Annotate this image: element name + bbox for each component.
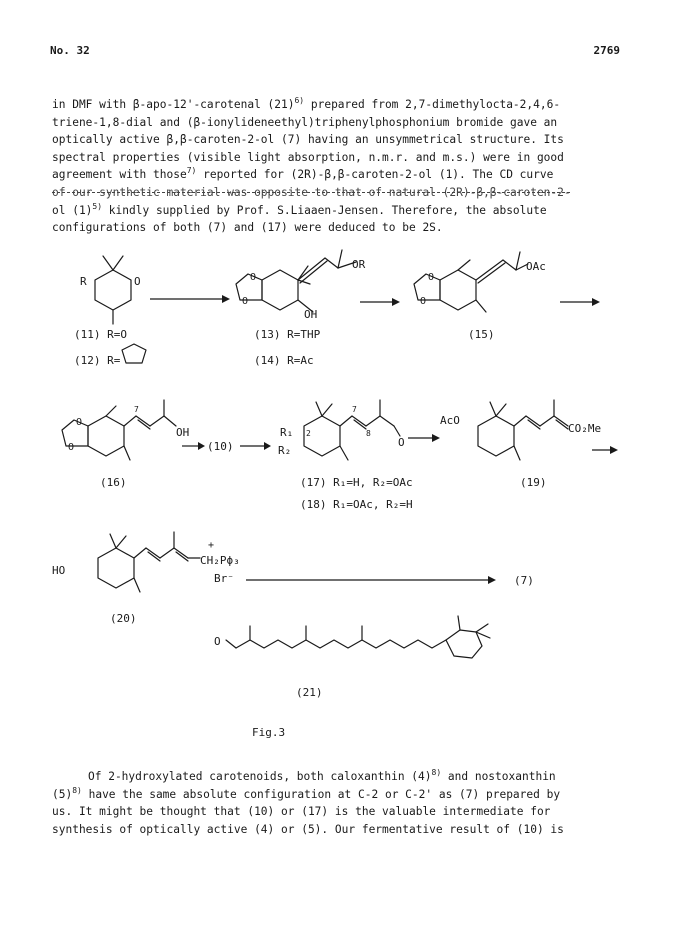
structure-19: [478, 400, 568, 460]
arrow-head: [610, 446, 618, 454]
compound-14-label: (14) R=Ac: [254, 354, 314, 367]
label-R: R: [80, 275, 87, 288]
arrow-head: [592, 298, 600, 306]
figure-caption: Fig.3: [252, 726, 286, 739]
label-OH: OH: [176, 426, 190, 439]
text-line: optically active β,β-caroten-2-ol (7) having an unsymmetrical structure. Its: [52, 133, 564, 147]
label-n7: 7: [352, 405, 357, 414]
text-line: in DMF with β-apo-12'-carotenal $(21)^{6)}$ prepared from 2,7-dimethylocta-2,4,6-: [52, 96, 561, 111]
paragraph-top: [52, 96, 632, 237]
arrow-head: [392, 298, 400, 306]
label-AcO: AcO: [440, 414, 460, 427]
paragraph-bottom: [52, 768, 632, 838]
label-CO2Me: CO₂Me: [568, 422, 602, 435]
structure-11: [95, 256, 131, 324]
text-line: Of 2-hydroxylated carotenoids, both caloxanthin $(4)^{8)}$ and nostoxanthin: [88, 768, 556, 783]
arrow-head: [222, 295, 230, 303]
structure-16: [62, 400, 176, 460]
label-OR: OR: [352, 258, 366, 271]
compound-18-label: (18) R₁=OAc, R₂=H: [300, 498, 413, 511]
text-line: agreement with those$^{7)}$ reported for (2R)-β,β-caroten-2-ol (1). The CD curve: [52, 166, 554, 182]
label-R2: R₂: [278, 444, 292, 457]
compound-17-label: (17) R₁=H, R₂=OAc: [300, 476, 413, 489]
arrow-head: [432, 434, 440, 442]
reagent-10-label: (10): [207, 440, 234, 453]
compound-11-label: (11) R=O: [74, 328, 127, 341]
label-CH2P: CH₂Pϕ₃: [200, 554, 240, 567]
label-HO: HO: [52, 564, 66, 577]
label-n8: 8: [366, 429, 371, 438]
compound-19-label: (19): [520, 476, 547, 489]
text-line: configurations of both (7) and (17) were deduced to be 2S.: [52, 221, 443, 235]
label-O: O: [428, 272, 435, 283]
compound-12-label: (12) R=: [74, 354, 121, 367]
reaction-scheme: [0, 240, 680, 760]
structure-20: [98, 532, 200, 592]
label-O: O: [134, 275, 141, 288]
arrow-head: [488, 576, 496, 584]
label-O: O: [420, 296, 427, 307]
arrow-head: [198, 442, 205, 450]
label-OAc: OAc: [526, 260, 546, 273]
text-line: spectral properties (visible light absorption, n.m.r. and m.s.) were in good: [52, 150, 564, 164]
target-7-label: (7): [514, 574, 534, 587]
label-O: O: [76, 417, 83, 428]
compound-20-label: (20): [110, 612, 137, 625]
label-O: O: [250, 272, 257, 283]
label-O: O: [398, 436, 405, 449]
journal-issue: No. 32: [50, 44, 90, 57]
text-line: us. It might be thought that (10) or (17) is the valuable intermediate for: [52, 805, 551, 819]
label-n7: 7: [134, 405, 139, 414]
compound-16-label: (16): [100, 476, 127, 489]
compound-13-label: (13) R=THP: [254, 328, 321, 341]
page-number: 2769: [593, 44, 620, 57]
arrow-head: [264, 442, 271, 450]
compound-21-label: (21): [296, 686, 323, 699]
label-O: O: [68, 442, 75, 453]
compound-15-label: (15): [468, 328, 495, 341]
label-O: O: [242, 296, 249, 307]
text-line: $(5)^{8)}$ have the same absolute configuration at C-2 or C-2' as (7) prepared by: [52, 785, 561, 801]
structure-21: [226, 616, 490, 658]
label-R1: R₁: [280, 426, 294, 439]
label-n2: 2: [306, 429, 311, 438]
label-Br: Br⁻: [214, 572, 234, 585]
label-OH: OH: [304, 308, 318, 321]
dioxolane-ring: [122, 344, 146, 363]
text-line: triene-1,8-dial and (β-ionylideneethyl)triphenylphosphonium bromide gave an: [52, 115, 558, 129]
text-line: synthesis of optically active (4) or (5). Our fermentative result of (10) is: [52, 822, 564, 836]
text-line: of our synthetic material was opposite to that of natural (2R)-β,β-caroten-2-: [52, 185, 571, 199]
text-line: ol $(1)^{5)}$ kindly supplied by Prof. S.Liaaen-Jensen. Therefore, the absolute: [52, 201, 547, 217]
label-O: O: [214, 635, 221, 648]
label-plus: +: [208, 540, 215, 551]
